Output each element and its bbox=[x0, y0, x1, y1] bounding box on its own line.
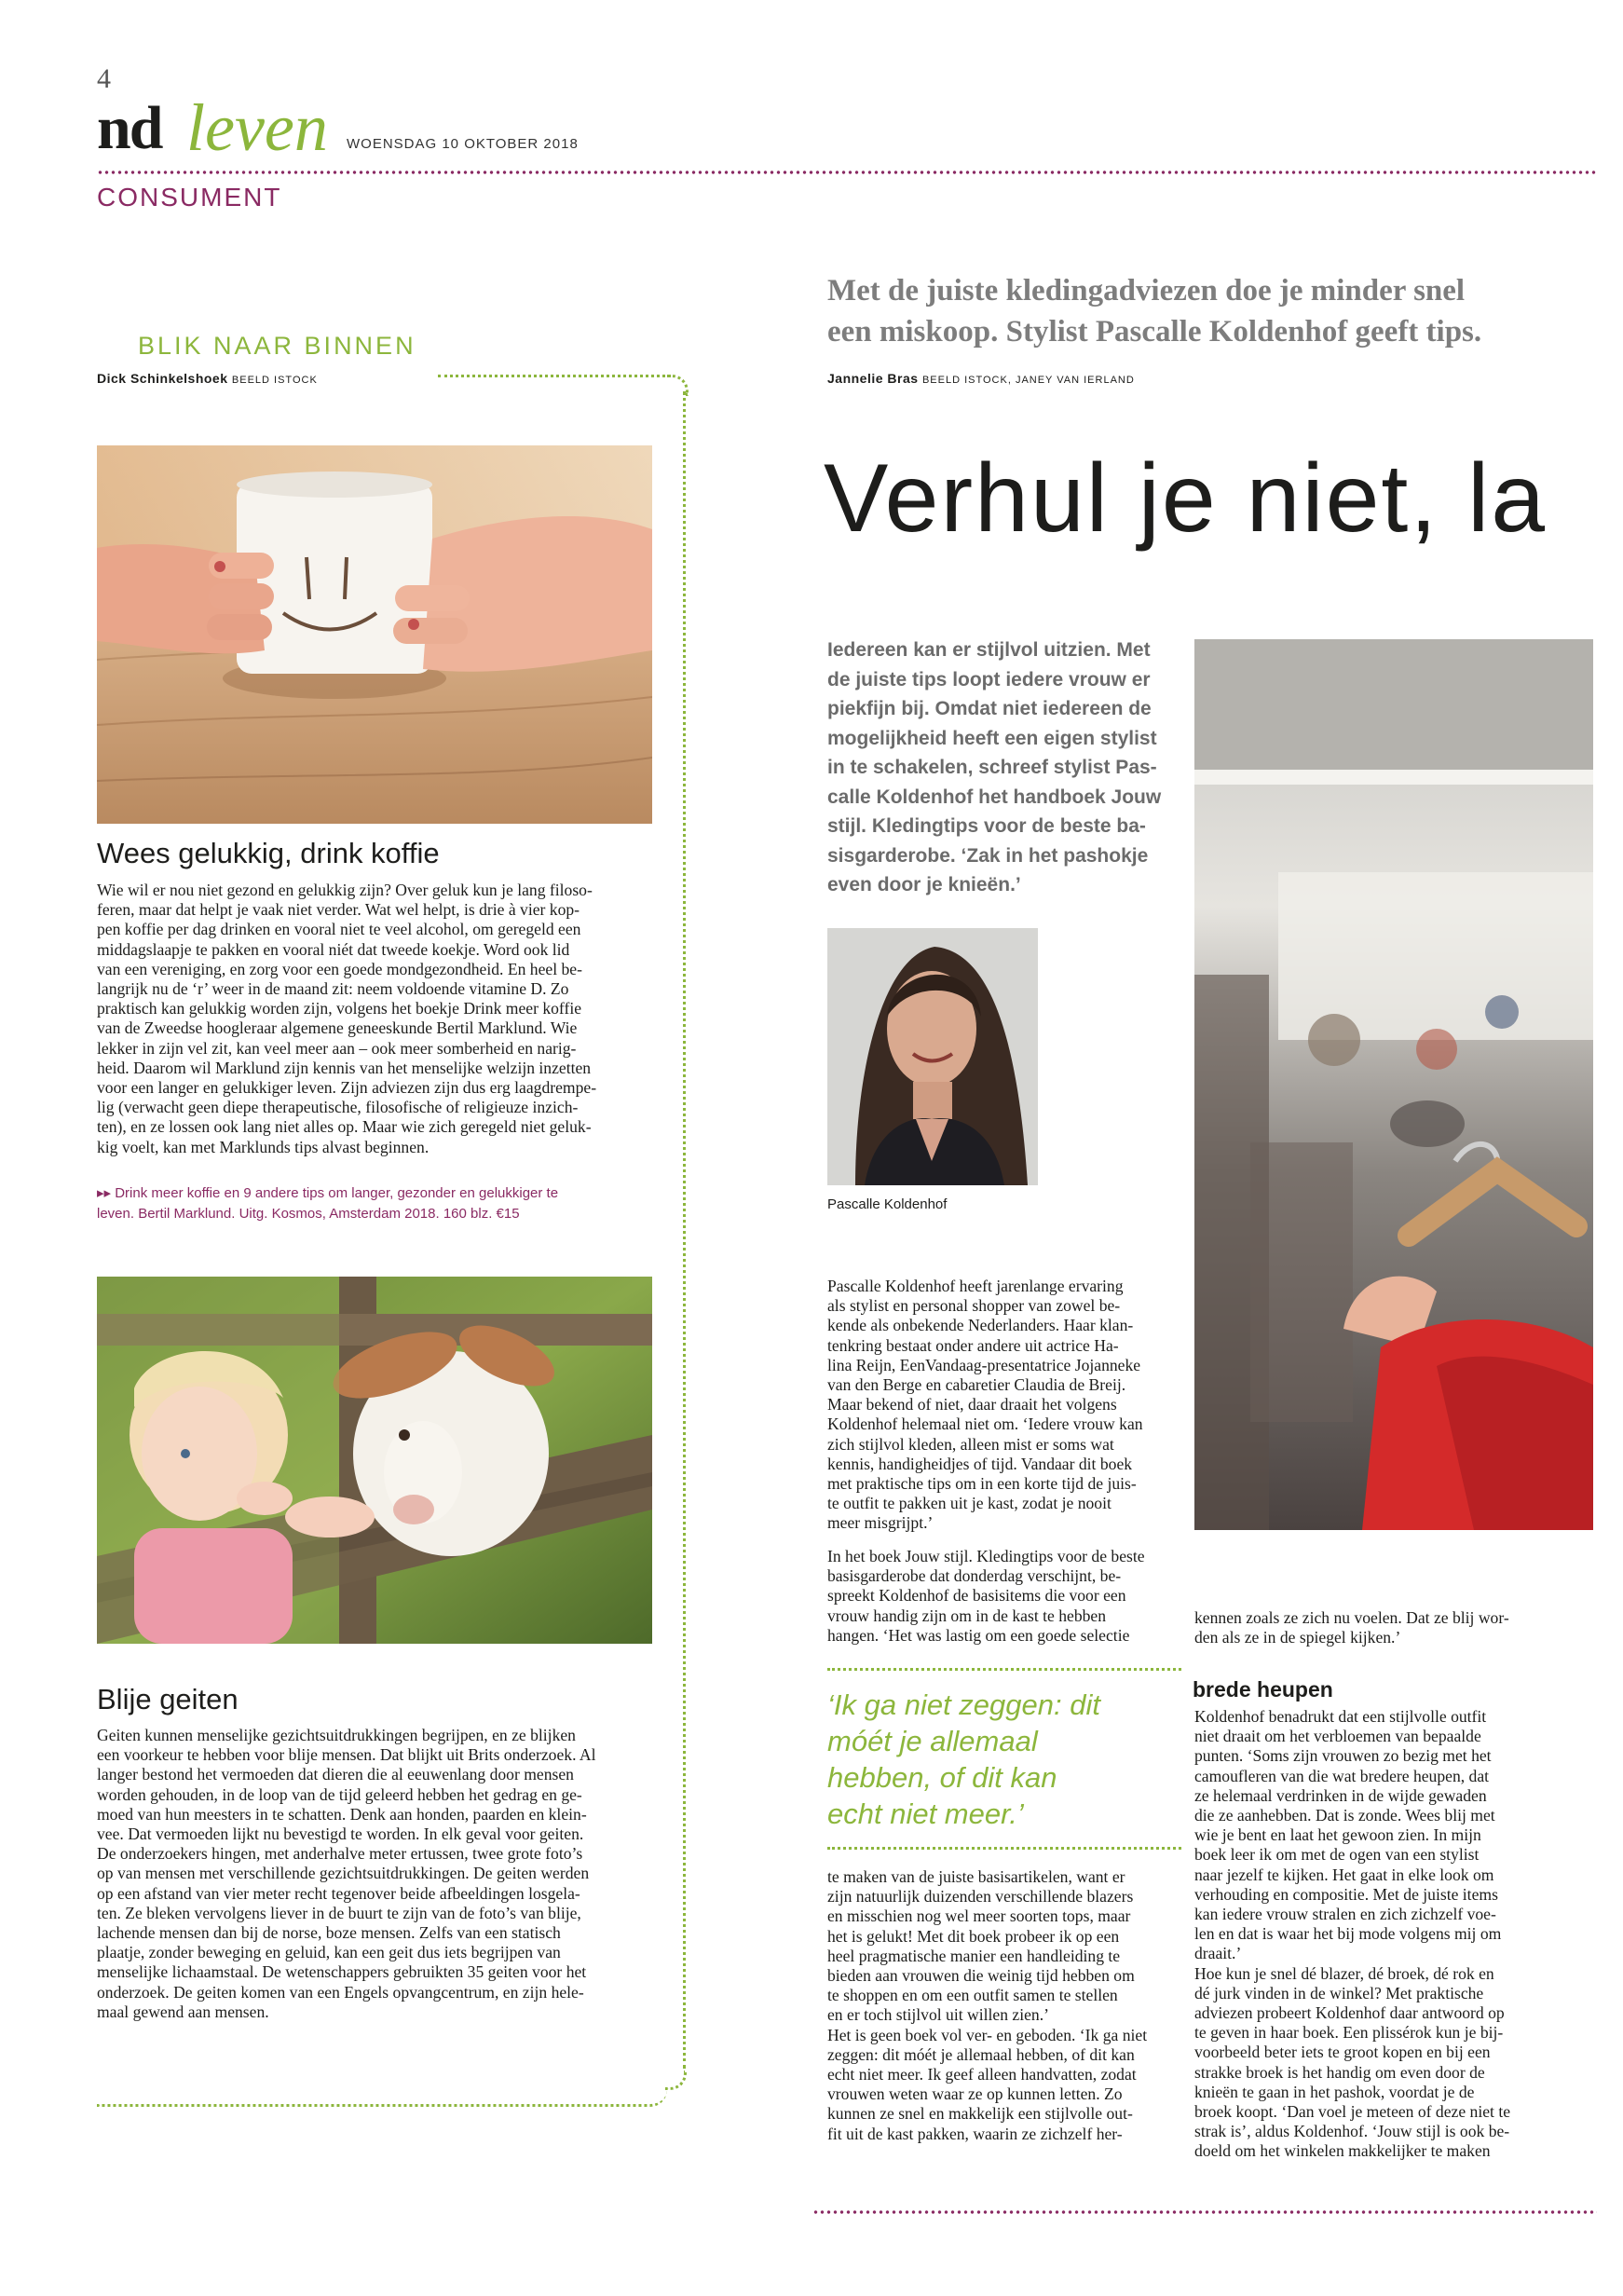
text-line: lig (verwacht geen diepe therapeutische, filosofische of religieuze inzich- bbox=[97, 1098, 579, 1117]
source-line: ▸▸ Drink meer koffie en 9 andere tips om langer, gezonder en gelukkiger te bbox=[97, 1185, 559, 1201]
text-line: tenkring bestaat onder andere uit actrice Ha- bbox=[827, 1335, 1119, 1355]
text-line: Wie wil er nou niet gezond en gelukkig zijn? Over geluk kun je lang filoso- bbox=[97, 881, 593, 899]
text-line: pen koffie per dag drinken en vooral niet te veel alcohol, om geregeld een bbox=[97, 920, 581, 939]
byline-credit: BEELD ISTOCK bbox=[231, 375, 318, 386]
column-title: BLIK NAAR BINNEN bbox=[138, 332, 416, 360]
text-line: en er toch stijlvol uit willen zien.’ bbox=[827, 2005, 1049, 2025]
quote-line: echt niet meer.’ bbox=[827, 1797, 1024, 1830]
text-line: langer bestond het vermoeden dat dieren die al eeuwenlang door mensen bbox=[97, 1765, 574, 1784]
intro-line: calle Koldenhof het handboek Jouw bbox=[827, 786, 1162, 808]
text-line: naar jezelf te kijken. Het gaat in elke look om bbox=[1194, 1865, 1494, 1884]
page-number: 4 bbox=[97, 63, 111, 94]
text-line: zeggen: dit móét je allemaal hebben, of dit kan bbox=[827, 2044, 1135, 2064]
text-line: Koldenhof helemaal niet om. ‘Iedere vrouw kan bbox=[827, 1414, 1143, 1434]
text-line: van een vereniging, en zorg voor een goede mondgezondheid. En heel be- bbox=[97, 959, 582, 978]
main-body-col1-part3 bbox=[827, 1867, 1185, 2144]
text-line: middagslaapje te pakken en vooral niét dat tweede koekje. Word ook lid bbox=[97, 939, 570, 959]
text-line: maal gewend aan mensen. bbox=[97, 2002, 269, 2021]
text-line: spreekt Koldenhof de basisitems die voor een bbox=[827, 1586, 1126, 1606]
text-line: als stylist en personal shopper van zowel be- bbox=[827, 1296, 1121, 1316]
text-line: het is gelukt! Met dit boek probeer ik op een bbox=[827, 1926, 1120, 1946]
source-line: leven. Bertil Marklund. Uitg. Kosmos, Amsterdam 2018. 160 blz. €15 bbox=[97, 1206, 520, 1222]
text-line: menselijke lichaamstaal. De wetenschappers gebruikten 35 geiten voor het bbox=[97, 1962, 587, 1982]
child-goat-photo bbox=[97, 1277, 652, 1644]
kicker-line: een miskoop. Stylist Pascalle Koldenhof geeft tips. bbox=[827, 315, 1482, 348]
quote-rule-bottom bbox=[827, 1847, 1181, 1850]
text-line: heel pragmatische manier een handleiding te bbox=[827, 1946, 1121, 1965]
text-line: len en dat is waar het bij mode volgens mij om bbox=[1194, 1924, 1502, 1944]
text-line: plaatje, zonder beweging en geluid, kan een geit dus iets begrijpen van bbox=[97, 1943, 561, 1962]
main-body-col1-part2 bbox=[827, 1547, 1185, 1646]
intro-line: de juiste tips loopt iedere vrouw er bbox=[827, 668, 1151, 690]
text-line: Maar bekend of niet, daar draait het volgens bbox=[827, 1395, 1117, 1414]
byline-credit: BEELD ISTOCK, JANEY VAN IERLAND bbox=[921, 375, 1135, 386]
text-line: vee. Dat vermoeden lijkt nu bevestigd te worden. In elk geval voor geiten. bbox=[97, 1824, 584, 1844]
text-line: In het boek Jouw stijl. Kledingtips voor de beste bbox=[827, 1547, 1145, 1565]
text-line: hangen. ‘Het was lastig om een goede selectie bbox=[827, 1625, 1130, 1645]
text-line: van de Zweedse hoogleraar algemene geneeskunde Bertil Marklund. Wie bbox=[97, 1018, 578, 1038]
text-line: van den Berge en cabaretier Claudia de Breij. bbox=[827, 1375, 1126, 1395]
main-body-col2-top bbox=[1194, 1608, 1586, 1647]
quote-line: móét je allemaal bbox=[827, 1725, 1038, 1757]
main-body-col2 bbox=[1194, 1707, 1586, 2162]
article-title-koffie: Wees gelukkig, drink koffie bbox=[97, 837, 440, 869]
text-line: camoufleren van die wat bredere heupen, dat bbox=[1194, 1766, 1490, 1785]
text-line: ten. Ze bleken vervolgens liever in de buurt te zijn van de foto’s van blije, bbox=[97, 1903, 581, 1922]
text-line: te shoppen en om een outfit samen te stellen bbox=[827, 1986, 1118, 2005]
text-line: punten. ‘Soms zijn vrouwen zo bezig met het bbox=[1194, 1746, 1492, 1766]
text-line: strakke broek is het handig om even door de bbox=[1194, 2062, 1485, 2082]
headline: Verhul je niet, la bbox=[824, 444, 1548, 553]
text-line: basisgarderobe dat donderdag verschijnt, be- bbox=[827, 1566, 1122, 1586]
text-line: een voorkeur te hebben voor blije mensen. Dat blijkt uit Brits onderzoek. Al bbox=[97, 1745, 596, 1765]
byline-name: Dick Schinkelshoek bbox=[97, 371, 228, 386]
text-line: verhouding en compositie. Met de juiste items bbox=[1194, 1884, 1498, 1904]
text-line: wie je bent en laat het gewoon zien. In mijn bbox=[1194, 1825, 1481, 1845]
text-line: te outfit te pakken uit je kast, zodat je nooit bbox=[827, 1494, 1112, 1513]
text-line: zijn natuurlijk duizenden verschillende blazers bbox=[827, 1887, 1134, 1906]
byline-name: Jannelie Bras bbox=[827, 371, 919, 386]
intro-line: Iedereen kan er stijlvol uitzien. Met bbox=[827, 639, 1151, 661]
text-line: met praktische tips om in een korte tijd de juis- bbox=[827, 1474, 1137, 1494]
quote-line: ‘Ik ga niet zeggen: dit bbox=[827, 1688, 1100, 1721]
text-line: langrijk nu de ‘r’ weer in de maand zit: neem voldoende vitamine D. Zo bbox=[97, 979, 569, 999]
text-line: kig voelt, kan met Marklunds tips alvast beginnen. bbox=[97, 1137, 430, 1156]
intro-line: in te schakelen, schreef stylist Pas- bbox=[827, 757, 1157, 778]
subhead-brede-heupen: brede heupen bbox=[1193, 1677, 1333, 1702]
coffee-cup-photo bbox=[97, 445, 652, 824]
text-line: lekker in zijn vel zit, kan veel meer aan – ook meer somberheid en narig- bbox=[97, 1038, 577, 1058]
quote-rule-top bbox=[827, 1668, 1181, 1671]
text-line: draait.’ bbox=[1194, 1944, 1242, 1963]
text-line: worden gehouden, in de loop van de tijd geleerd hebben het gedrag en ge- bbox=[97, 1784, 582, 1804]
text-line: op een afstand van vier meter recht tegenover beide afbeeldingen losgela- bbox=[97, 1883, 580, 1903]
text-line: voor een langer en gelukkiger leven. Zijn adviezen zijn dus erg laagdrempe- bbox=[97, 1078, 597, 1098]
text-line: kennen zoals ze zich nu voelen. Dat ze blij wor- bbox=[1194, 1608, 1509, 1627]
text-line: Koldenhof benadrukt dat een stijlvolle outfit bbox=[1194, 1707, 1487, 1726]
text-line: bieden aan vrouwen die weinig tijd hebben om bbox=[827, 1966, 1135, 1986]
text-line: knieën te gaan in het pashok, voordat je de bbox=[1194, 2082, 1475, 2101]
text-line: Pascalle Koldenhof heeft jarenlange ervaring bbox=[827, 1277, 1124, 1295]
text-line: onderzoek. De geiten komen van een Engels opvangcentrum, en zijn hele- bbox=[97, 1982, 584, 2002]
logo-nd: nd bbox=[97, 94, 162, 162]
masthead-dotted-rule bbox=[97, 171, 1597, 174]
portrait-caption: Pascalle Koldenhof bbox=[827, 1196, 948, 1212]
text-line: fit uit de kast pakken, waarin ze zichzelf her- bbox=[827, 2124, 1123, 2143]
kicker-line: Met de juiste kledingadviezen doe je minder snel bbox=[827, 274, 1466, 308]
box-border-top bbox=[438, 375, 671, 377]
text-line: en misschien nog wel meer soorten tops, maar bbox=[827, 1906, 1131, 1926]
text-line: moed van hun meesters in te schatten. Denk aan honden, paarden en klein- bbox=[97, 1804, 587, 1824]
logo-leven: leven bbox=[186, 90, 328, 165]
intro-line: piekfijn bij. Omdat niet iedereen de bbox=[827, 698, 1152, 719]
text-line: De onderzoekers hingen, met anderhalve meter ertussen, twee grote foto’s bbox=[97, 1844, 583, 1864]
text-line: te geven in haar boek. Een plissérok kun je bij- bbox=[1194, 2023, 1504, 2043]
text-line: kende als onbekende Nederlanders. Haar klan- bbox=[827, 1316, 1134, 1335]
pull-quote bbox=[827, 1687, 1181, 1832]
text-line: heid. Daarom wil Marklund zijn kennis van het menselijke welzijn inzetten bbox=[97, 1058, 592, 1077]
text-line: echt niet meer. Ik geef alleen handvatten, zodat bbox=[827, 2065, 1137, 2084]
kicker bbox=[827, 270, 1573, 352]
intro-line: mogelijkheid heeft een eigen stylist bbox=[827, 727, 1157, 749]
text-line: Hoe kun je snel dé blazer, dé broek, dé rok en bbox=[1194, 1963, 1494, 1983]
text-line: kunnen ze snel en makkelijk een stijlvolle out- bbox=[827, 2104, 1133, 2124]
text-line: niet draait om het verbloemen van bepaalde bbox=[1194, 1727, 1481, 1746]
text-line: Het is geen boek vol ver- en geboden. ‘Ik ga niet bbox=[827, 2025, 1148, 2044]
masthead-date: WOENSDAG 10 OKTOBER 2018 bbox=[347, 136, 579, 152]
text-line: op van mensen met verschillende gezichtsuitdrukkingen. De geiten werden bbox=[97, 1864, 590, 1883]
intro-paragraph bbox=[827, 636, 1200, 900]
intro-line: even door je knieën.’ bbox=[827, 874, 1021, 895]
text-line: broek koopt. ‘Dan voel je meteen of deze niet te bbox=[1194, 2102, 1511, 2122]
text-line: vrouwen weten waar ze op kunnen letten. Zo bbox=[827, 2084, 1123, 2104]
text-line: Geiten kunnen menselijke gezichtsuitdrukkingen begrijpen, en ze blijken bbox=[97, 1726, 576, 1744]
box-border-bottom bbox=[97, 2085, 667, 2107]
text-line: strak is’, aldus Koldenhof. ‘Jouw stijl is ook be- bbox=[1194, 2122, 1510, 2141]
article-title-geiten: Blije geiten bbox=[97, 1683, 239, 1715]
text-line: zich stijlvol kleden, alleen mist er soms wat bbox=[827, 1434, 1114, 1454]
text-line: ze helemaal verdrinken in de wijde gewaden bbox=[1194, 1785, 1487, 1805]
text-line: te maken van de juiste basisartikelen, want er bbox=[827, 1867, 1125, 1886]
text-line: ten), en ze lossen ook lang niet alles op. Maar wie zich geregeld niet geluk- bbox=[97, 1117, 592, 1137]
text-line: den als ze in de spiegel kijken.’ bbox=[1194, 1628, 1401, 1647]
box-border-bottom-corner bbox=[665, 2070, 687, 2090]
portrait-photo bbox=[827, 928, 1038, 1185]
text-line: voorbeeld beter iets te groot kopen en bij een bbox=[1194, 2043, 1491, 2062]
article-body-geiten bbox=[97, 1726, 675, 2022]
text-line: kan iedere vrouw stralen en zich zichzelf voe- bbox=[1194, 1905, 1496, 1924]
text-line: meer misgrijpt.’ bbox=[827, 1513, 934, 1533]
text-line: die ze aanhebben. Dat is zonde. Wees blij met bbox=[1194, 1806, 1495, 1825]
bottom-dotted-rule bbox=[812, 2210, 1597, 2214]
book-source bbox=[97, 1183, 675, 1224]
quote-line: hebben, of dit kan bbox=[827, 1761, 1057, 1794]
intro-line: stijl. Kledingtips voor de beste ba- bbox=[827, 815, 1146, 837]
box-border-right bbox=[683, 391, 686, 2069]
intro-line: sisgarderobe. ‘Zak in het pashokje bbox=[827, 844, 1149, 867]
left-byline bbox=[97, 371, 318, 386]
main-body-col1-part1 bbox=[827, 1277, 1185, 1534]
section-label: CONSUMENT bbox=[97, 183, 282, 212]
text-line: boek leer ik om met de ogen van een stylist bbox=[1194, 1845, 1480, 1865]
text-line: lina Reijn, EenVandaag-presentatrice Jojanneke bbox=[827, 1355, 1141, 1374]
text-line: doeld om het winkelen makkelijker te maken bbox=[1194, 2141, 1491, 2161]
text-line: adviezen probeert Koldenhof daar antwoord op bbox=[1194, 2003, 1505, 2023]
text-line: dé jurk vinden in de winkel? Met praktische bbox=[1194, 1983, 1484, 2002]
main-byline bbox=[827, 371, 1135, 386]
article-body-koffie bbox=[97, 881, 675, 1157]
text-line: feren, maar dat helpt je vaak niet verder. Wat wel helpt, is drie à vier kop- bbox=[97, 900, 580, 920]
text-line: lachende mensen dan bij de norse, boze mensen. Zelfs van een statisch bbox=[97, 1923, 561, 1943]
text-line: kennis, handigheidjes of tijd. Vandaar dit boek bbox=[827, 1454, 1133, 1473]
text-line: praktisch kan gelukkig worden zijn, volgens het boekje Drink meer koffie bbox=[97, 999, 582, 1018]
clothing-store-photo bbox=[1194, 639, 1593, 1530]
text-line: vrouw handig zijn om in de kast te hebben bbox=[827, 1606, 1107, 1625]
